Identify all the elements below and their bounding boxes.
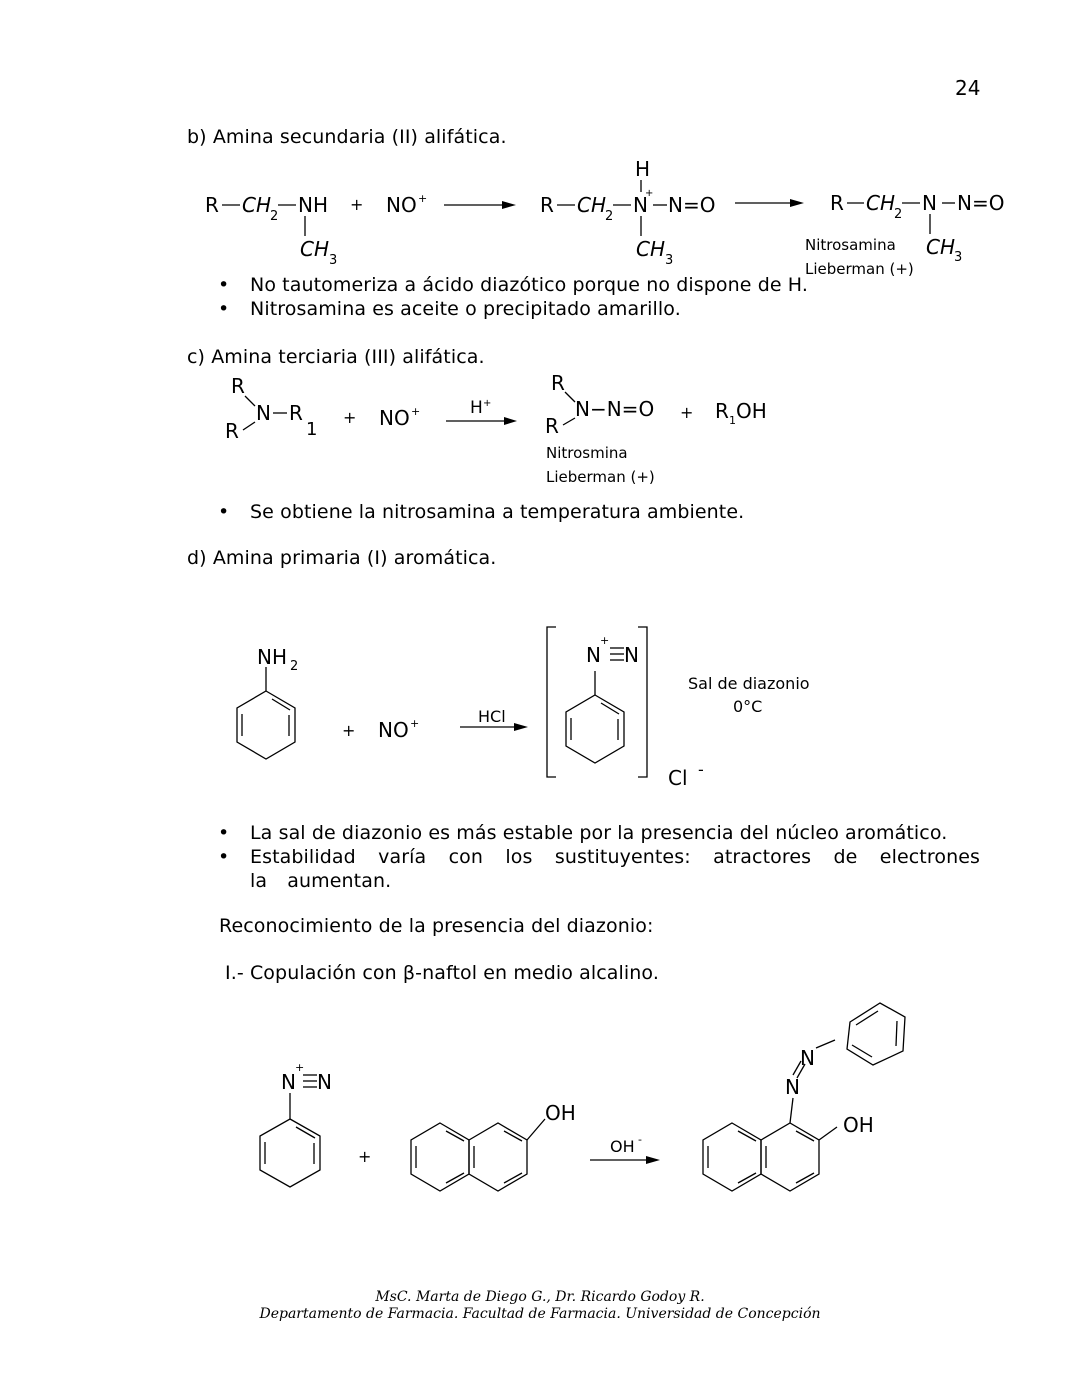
svg-text:CH: CH [242, 193, 272, 217]
svg-text:2: 2 [894, 207, 903, 222]
bullet-item: • Nitrosamina es aceite o precipitado amarillo. [218, 297, 978, 321]
footer-institution: Departamento de Farmacia. Facultad de Farmacia. Universidad de Concepción [259, 1306, 821, 1322]
svg-text:3: 3 [665, 253, 674, 268]
svg-text:OH: OH [545, 1101, 576, 1125]
svg-text:OH: OH [610, 1137, 635, 1156]
section-d-bullets [218, 821, 980, 893]
svg-text:1: 1 [729, 414, 736, 427]
svg-text:CH: CH [636, 237, 666, 261]
bullet-item: • Estabilidad varía con los sustituyentes: atractores de electrones la aumentan. [218, 845, 980, 893]
svg-text:+: + [342, 721, 356, 740]
svg-text:R: R [231, 374, 245, 398]
bullet-item: • La sal de diazonio es más estable por la presencia del núcleo aromático. [218, 821, 980, 845]
svg-text:+: + [645, 188, 654, 199]
svg-text:N: N [800, 1046, 815, 1070]
section-c-bullets [218, 500, 978, 524]
svg-text:Lieberman (+): Lieberman (+) [805, 260, 914, 278]
svg-text:+: + [358, 1147, 372, 1166]
svg-text:NO: NO [378, 718, 409, 742]
svg-text:1: 1 [306, 419, 318, 440]
svg-text:+: + [295, 1061, 305, 1074]
svg-text:N: N [785, 1075, 800, 1099]
aromatic-amine-diazotization-diagram [220, 615, 820, 800]
svg-text:R: R [205, 193, 219, 217]
svg-text:CH: CH [300, 237, 330, 261]
svg-text:Lieberman (+): Lieberman (+) [546, 468, 655, 486]
beta-naphthol-coupling-diagram [240, 995, 930, 1205]
svg-text:R: R [540, 193, 554, 217]
bullet-item: • No tautomeriza a ácido diazótico porque no dispone de H. [218, 273, 978, 297]
svg-text:+: + [350, 195, 364, 214]
svg-text:Nitrosmina: Nitrosmina [546, 444, 628, 462]
svg-text:N: N [256, 401, 271, 425]
svg-text:NO: NO [379, 406, 410, 430]
svg-text:2: 2 [270, 209, 279, 224]
svg-text:+: + [411, 405, 421, 418]
svg-text:OH: OH [843, 1113, 874, 1137]
svg-text:R: R [830, 191, 844, 215]
svg-text:+: + [418, 192, 428, 205]
svg-text:R: R [225, 419, 239, 443]
svg-text:N: N [586, 643, 601, 667]
svg-text:2: 2 [290, 659, 299, 674]
svg-text:H: H [470, 398, 483, 418]
svg-text:R: R [289, 401, 303, 425]
svg-text:N=O: N=O [668, 193, 716, 217]
test-1-label: I.- Copulación con β-naftol en medio alcalino. [225, 962, 659, 984]
tertiary-amine-reaction-diagram [215, 368, 795, 493]
svg-text:Sal de diazonio: Sal de diazonio [688, 674, 810, 693]
section-d-heading: d) Amina primaria (I) aromática. [187, 547, 497, 569]
svg-text:N−N=O: N−N=O [575, 397, 655, 421]
svg-text:N: N [317, 1070, 332, 1094]
svg-text:NH: NH [257, 645, 287, 669]
svg-text:N: N [633, 193, 648, 217]
svg-text:+: + [343, 408, 357, 427]
svg-text:R: R [715, 399, 729, 423]
svg-text:OH: OH [736, 399, 767, 423]
svg-text:Nitrosamina: Nitrosamina [805, 236, 896, 254]
svg-text:+: + [483, 398, 492, 409]
svg-text:Cl: Cl [668, 766, 688, 790]
svg-text:-: - [698, 760, 704, 779]
footer-authors: MsC. Marta de Diego G., Dr. Ricardo Godoy R. [375, 1289, 705, 1305]
svg-text:H: H [635, 157, 651, 181]
section-b-heading: b) Amina secundaria (II) alifática. [187, 126, 507, 148]
page-number: 24 [955, 76, 981, 100]
svg-text:0°C: 0°C [733, 697, 763, 716]
svg-text:N: N [922, 191, 937, 215]
secondary-amine-reaction-diagram [190, 150, 1020, 280]
bullet-item: • Se obtiene la nitrosamina a temperatura ambiente. [218, 500, 978, 524]
svg-text:+: + [680, 403, 694, 422]
recognition-title: Reconocimiento de la presencia del diazonio: [219, 915, 654, 937]
svg-text:N=O: N=O [957, 191, 1005, 215]
svg-text:3: 3 [954, 250, 963, 265]
svg-text:+: + [410, 717, 420, 730]
svg-text:HCl: HCl [478, 707, 506, 726]
svg-text:-: - [638, 1133, 642, 1146]
svg-text:2: 2 [605, 209, 614, 224]
svg-text:3: 3 [329, 253, 338, 268]
svg-text:R: R [545, 414, 559, 438]
svg-text:NH: NH [298, 193, 328, 217]
svg-text:+: + [600, 634, 610, 647]
section-b-bullets [218, 273, 978, 321]
svg-text:N: N [281, 1070, 296, 1094]
svg-text:CH: CH [577, 193, 607, 217]
svg-text:CH: CH [866, 191, 896, 215]
svg-text:N: N [624, 643, 639, 667]
section-c-heading: c) Amina terciaria (III) alifática. [187, 346, 485, 368]
svg-text:CH: CH [926, 235, 956, 259]
svg-text:R: R [551, 371, 565, 395]
svg-text:NO: NO [386, 193, 417, 217]
